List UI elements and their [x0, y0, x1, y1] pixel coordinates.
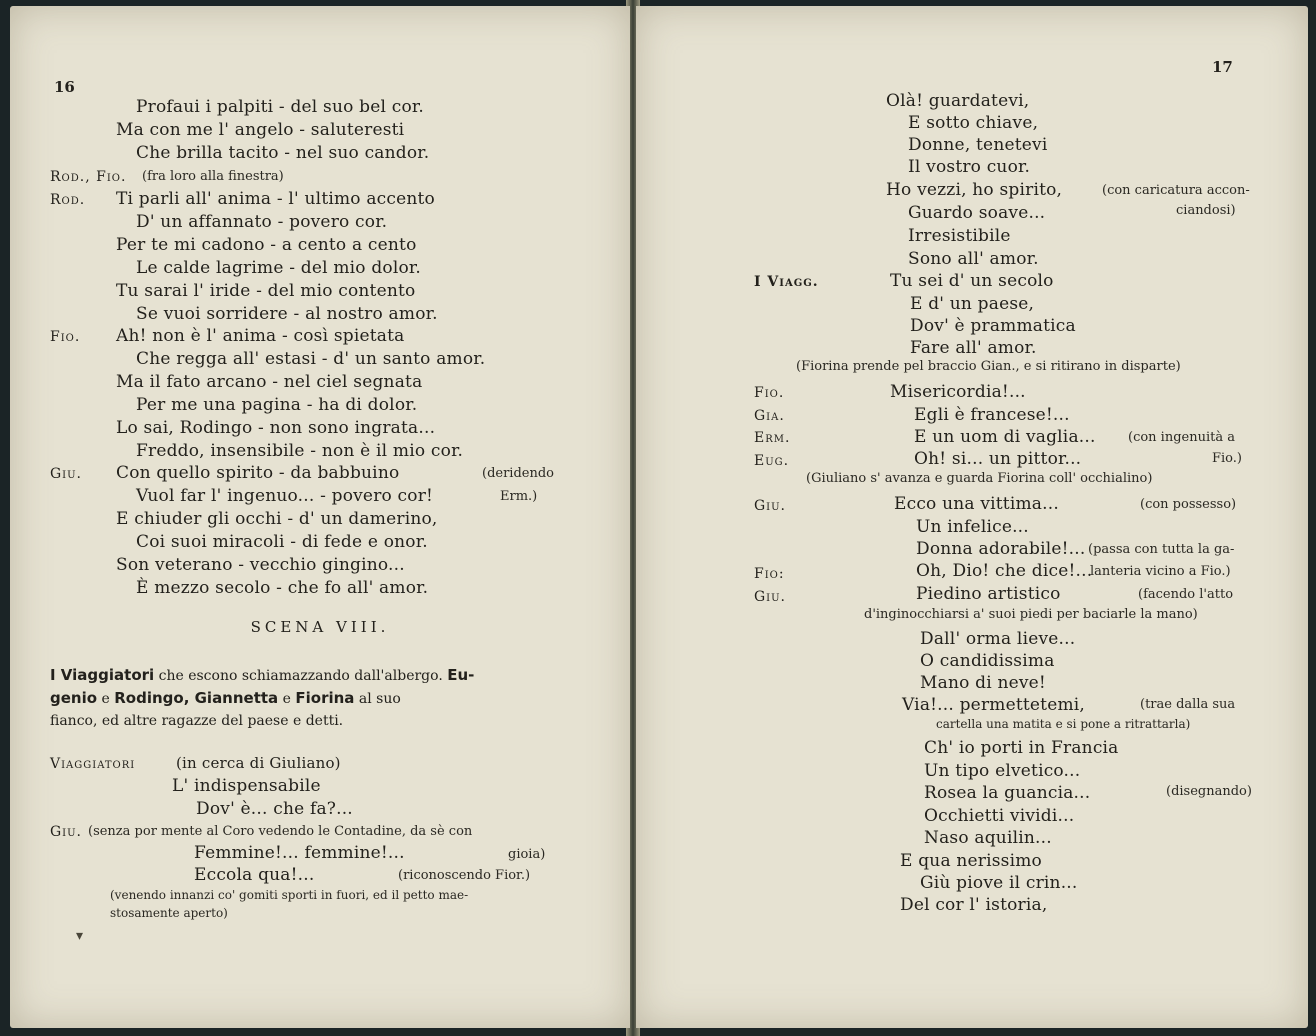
speaker-label: Fio. [50, 329, 81, 345]
speaker-label: Giu. [50, 824, 83, 840]
stage-direction: d'inginocchiarsi a' suoi piedi per baciarle la mano) [864, 607, 1198, 622]
speaker-label: Eug. [754, 453, 790, 469]
stage-direction: gioia) [508, 847, 546, 862]
scene-desc-bold: Eu- [447, 666, 475, 684]
verse-line: Irresistibile [908, 226, 1011, 246]
verse-line: Ti parli all' anima - l' ultimo accento [116, 189, 435, 209]
verse-line: Eccola qua!... [194, 865, 315, 885]
scene-desc-text: e [97, 691, 115, 707]
verse-line: Son veterano - vecchio gingino... [116, 555, 405, 575]
verse-line: Ecco una vittima... [894, 494, 1059, 514]
scene-desc-text: e [278, 691, 296, 707]
verse-line: E sotto chiave, [908, 113, 1039, 133]
stage-direction: (passa con tutta la ga- [1088, 542, 1235, 557]
stage-direction: lanteria vicino a Fio.) [1090, 564, 1231, 579]
verse-line: E d' un paese, [910, 294, 1035, 314]
verse-line: Tu sei d' un secolo [890, 271, 1054, 291]
stage-direction: (in cerca di Giuliano) [176, 754, 341, 772]
verse-line: Che brilla tacito - nel suo candor. [136, 143, 430, 163]
scene-title: SCENA VIII. [250, 618, 390, 636]
scene-desc-bold: Fiorina [295, 689, 355, 707]
stage-direction: Erm.) [500, 489, 538, 504]
verse-line: Dov' è... che fa?... [196, 799, 353, 819]
verse-line: E chiuder gli occhi - d' un damerino, [116, 509, 438, 529]
stage-direction: (trae dalla sua [1140, 697, 1236, 712]
stage-direction: Fio.) [1212, 451, 1242, 466]
speaker-label: Rod., Fio. [50, 169, 127, 185]
verse-line: Guardo soave... [908, 203, 1046, 223]
stage-direction: cartella una matita e si pone a ritrattarla) [936, 717, 1191, 731]
verse-line: Un tipo elvetico... [924, 761, 1081, 781]
verse-line: Freddo, insensibile - non è il mio cor. [136, 441, 464, 461]
verse-line: Egli è francese!... [914, 405, 1070, 425]
scene-description [50, 687, 401, 711]
verse-line: L' indispensabile [172, 776, 321, 796]
verse-line: Coi suoi miracoli - di fede e onor. [136, 532, 428, 552]
scene-description [50, 664, 474, 688]
verse-line: Ch' io porti in Francia [924, 738, 1119, 758]
verse-line: Rosea la guancia... [924, 783, 1091, 803]
verse-line: Oh! si... un pittor... [914, 449, 1082, 469]
scene-desc-bold: Rodingo, Giannetta [114, 689, 279, 707]
verse-line: Profaui i palpiti - del suo bel cor. [136, 97, 424, 117]
stage-direction: (deridendo [482, 466, 554, 481]
verse-line: Dov' è prammatica [910, 316, 1076, 336]
verse-line: Sono all' amor. [908, 249, 1039, 269]
verse-line: Occhietti vividi... [924, 806, 1075, 826]
verse-line: Ma con me l' angelo - saluteresti [116, 120, 405, 140]
stage-direction: (facendo l'atto [1138, 587, 1234, 602]
stage-direction: (con ingenuità a [1128, 430, 1235, 445]
verse-line: Piedino artistico [916, 584, 1061, 604]
verse-line: Se vuoi sorridere - al nostro amor. [136, 304, 438, 324]
verse-line: Misericordia!... [890, 382, 1026, 402]
left-page-number: 16 [54, 78, 75, 96]
stage-direction: ciandosi) [1176, 203, 1236, 218]
right-page-number: 17 [1212, 58, 1233, 76]
stage-direction: (fra loro alla finestra) [142, 169, 284, 184]
verse-line: Ho vezzi, ho spirito, [886, 180, 1063, 200]
speaker-label: Giu. [50, 466, 83, 482]
stage-direction: (Giuliano s' avanza e guarda Fiorina coll' occhialino) [806, 471, 1153, 486]
stage-direction: (riconoscendo Fior.) [398, 868, 531, 883]
verse-line: O candidissima [920, 651, 1055, 671]
verse-line: Che regga all' estasi - d' un santo amor. [136, 349, 486, 369]
right-page [636, 6, 1308, 1028]
verse-line: Via!... permettetemi, [902, 695, 1086, 715]
left-page [10, 6, 630, 1028]
verse-line: Naso aquilin... [924, 828, 1052, 848]
verse-line: Per te mi cadono - a cento a cento [116, 235, 417, 255]
verse-line: Donna adorabile!... [916, 539, 1086, 559]
verse-line: Ah! non è l' anima - così spietata [116, 326, 405, 346]
speaker-label: Giu. [754, 589, 787, 605]
verse-line: Fare all' amor. [910, 338, 1037, 358]
stage-direction: stosamente aperto) [110, 906, 228, 920]
verse-line: Mano di neve! [920, 673, 1046, 693]
speaker-label: Viaggiatori [50, 756, 136, 772]
verse-line: Dall' orma lieve... [920, 629, 1076, 649]
ink-mark: ▾ [76, 928, 84, 944]
scene-desc-bold: genio [50, 689, 98, 707]
speaker-label: I Viagg. [754, 274, 819, 290]
verse-line: Giù piove il crin... [920, 873, 1078, 893]
verse-line: Vuol far l' ingenuo... - povero cor! [136, 486, 434, 506]
speaker-label: Fio: [754, 566, 785, 582]
scene-desc-text: al suo [354, 691, 401, 707]
stage-direction: (con caricatura accon- [1102, 183, 1250, 198]
verse-line: Le calde lagrime - del mio dolor. [136, 258, 421, 278]
scene-desc-bold: I Viaggiatori [50, 666, 155, 684]
speaker-label: Rod. [50, 192, 86, 208]
stage-direction: (disegnando) [1166, 784, 1252, 799]
stage-direction: (Fiorina prende pel braccio Gian., e si ritirano in disparte) [796, 359, 1181, 374]
verse-line: Lo sai, Rodingo - non sono ingrata... [116, 418, 436, 438]
verse-line: Oh, Dio! che dice!... [916, 561, 1093, 581]
verse-line: E un uom di vaglia... [914, 427, 1096, 447]
verse-line: D' un affannato - povero cor. [136, 212, 388, 232]
speaker-label: Erm. [754, 430, 791, 446]
speaker-label: Fio. [754, 385, 785, 401]
stage-direction: (senza por mente al Coro vedendo le Contadine, da sè con [88, 824, 473, 839]
scene-description: fianco, ed altre ragazze del paese e detti. [50, 713, 344, 729]
stage-direction: (venendo innanzi co' gomiti sporti in fuori, ed il petto mae- [110, 888, 469, 902]
verse-line: Con quello spirito - da babbuino [116, 463, 400, 483]
verse-line: Tu sarai l' iride - del mio contento [116, 281, 416, 301]
verse-line: È mezzo secolo - che fo all' amor. [136, 578, 429, 598]
verse-line: Il vostro cuor. [908, 157, 1031, 177]
verse-line: Ma il fato arcano - nel ciel segnata [116, 372, 423, 392]
verse-line: Donne, tenetevi [908, 135, 1048, 155]
verse-line: Femmine!... femmine!... [194, 843, 405, 863]
speaker-label: Giu. [754, 498, 787, 514]
speaker-label: Gia. [754, 408, 785, 424]
verse-line: Del cor l' istoria, [900, 895, 1048, 915]
verse-line: E qua nerissimo [900, 851, 1042, 871]
stage-direction: (con possesso) [1140, 497, 1237, 512]
scene-desc-text: che escono schiamazzando dall'albergo. [154, 668, 448, 684]
verse-line: Olà! guardatevi, [886, 91, 1030, 111]
verse-line: Per me una pagina - ha di dolor. [136, 395, 418, 415]
verse-line: Un infelice... [916, 517, 1029, 537]
